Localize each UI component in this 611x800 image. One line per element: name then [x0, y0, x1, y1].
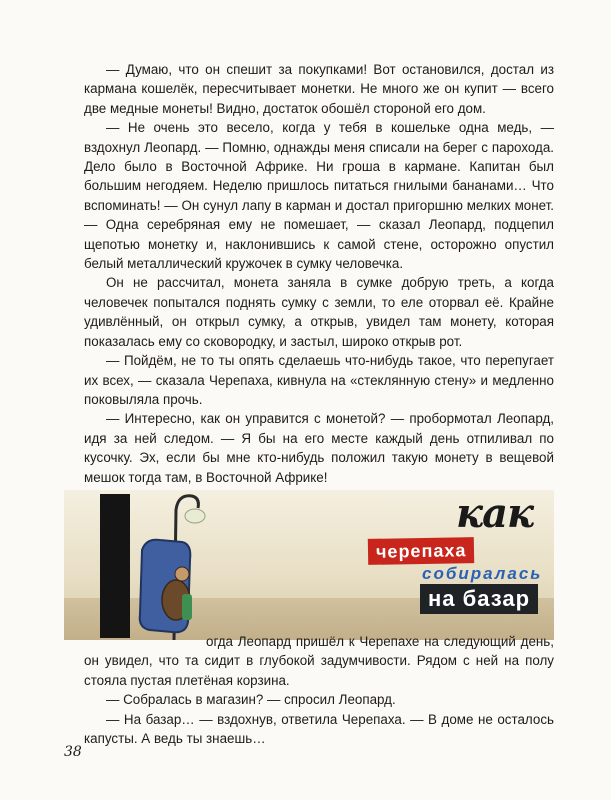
body-text-top	[84, 60, 554, 487]
chapter-title-sobiralas: собиралась	[422, 564, 543, 583]
page-number: 38	[64, 744, 82, 760]
drop-cap-letter	[94, 492, 204, 638]
chapter-title-na-bazar: на базар	[420, 584, 538, 614]
body-text-bottom	[84, 632, 554, 748]
paragraph: — На базар… — вздохнув, ответила Черепаха. — В доме не осталось капусты. А ведь ты знаешь…	[84, 711, 554, 747]
paragraph: — Думаю, что он спешит за покупками! Вот остановился, достал из кармана кошелёк, пересчитывает монетки. Не много же он купит — всего две медные монеты! Видно, достаток обошёл стороной его дом.	[84, 62, 554, 116]
chapter-illustration	[64, 490, 554, 640]
paragraph: — Собралась в магазин? — спросил Леопард.	[106, 692, 396, 708]
paragraph: — Интересно, как он управится с монетой? — пробормотал Леопард, идя за ней следом. — Я бы на его месте каждый день отпиливал по кусочку. Эх, если бы мне кто-нибудь положил такую монету в вещевой мешок тогда там, в Восточной Африке!	[84, 411, 554, 485]
paragraph: огда Леопард пришёл к Черепахе на следующий день, он увидел, что та сидит в глубокой задумчивости. Рядом с ней на полу стояла пустая плетёная корзина.	[84, 634, 554, 688]
chapter-title-kak: как	[456, 490, 534, 537]
paragraph: Он не рассчитал, монета заняла в сумке добрую треть, а когда человечек попытался поднять сумку с земли, то еле оторвал её. Крайне удивлённый, он открыл сумку, а открыв, увидел там монету, которая показалась ему со сковородку, и застыл, широко открыв рот.	[84, 275, 554, 349]
paragraph: — Не очень это весело, когда у тебя в кошельке одна медь, — вздохнул Леопард. — Помню, однажды меня списали на берег с парохода. Дело было в Восточной Африке. Ни гроша в кармане. Капитан был большим негодяем. Неделю пришлось питаться гнилыми бананами… Что вспоминать! — Он сунул лапу в карман и достал пригоршню мелких монет. — Одна серебряная ему не помешает, — сказал Леопард, подцепил щепотью монетку и, наклонившись к самой стене, осторожно опустил белый металлический кружочек в сумку человечка.	[84, 120, 554, 272]
paragraph: — Пойдём, не то ты опять сделаешь что-нибудь такое, что перепугает их всех, — сказала Черепаха, кивнула на «стеклянную стену» и медленно поковыляла прочь.	[84, 353, 554, 407]
chapter-title-cherepakha: черепаха	[368, 537, 475, 565]
